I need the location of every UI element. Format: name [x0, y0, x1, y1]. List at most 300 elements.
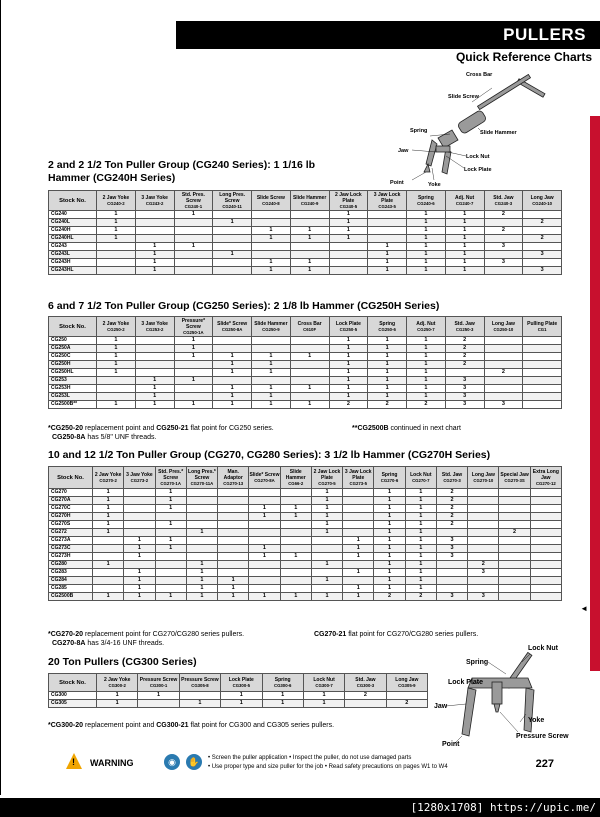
- quantity-cell: 1: [407, 377, 446, 385]
- column-header: [311, 467, 342, 489]
- quantity-cell: 1: [343, 593, 374, 601]
- footer-line-2: • Use proper type and size puller for the job • Read safety precautions on pages W1 to W4: [208, 764, 448, 770]
- quantity-cell: [530, 553, 561, 561]
- stock-number-cell: CG270S: [49, 521, 93, 529]
- column-header: [368, 191, 407, 211]
- quantity-cell: [249, 529, 280, 537]
- quantity-cell: 1: [97, 337, 136, 345]
- column-header: [290, 317, 329, 337]
- quantity-cell: 1: [374, 513, 405, 521]
- quantity-cell: [499, 593, 530, 601]
- column-header-name: 2 Jaw Yoke: [102, 194, 130, 201]
- table-row: [49, 393, 562, 401]
- column-header: [407, 191, 446, 211]
- quantity-cell: [386, 692, 427, 700]
- quantity-cell: 1: [368, 385, 407, 393]
- quantity-cell: 1: [374, 529, 405, 537]
- quantity-cell: [499, 489, 530, 497]
- quantity-cell: 1: [405, 521, 436, 529]
- quantity-cell: 1: [93, 561, 124, 569]
- column-header-name: Lock Plate: [335, 320, 361, 327]
- column-header: [445, 191, 484, 211]
- table-row: [49, 259, 562, 267]
- table-row: [49, 537, 562, 545]
- quantity-cell: [484, 361, 523, 369]
- quantity-cell: 1: [186, 585, 217, 593]
- stock-number-cell: CG272: [49, 529, 93, 537]
- quantity-cell: 1: [186, 593, 217, 601]
- quantity-cell: [484, 377, 523, 385]
- quantity-cell: [329, 251, 368, 259]
- quantity-cell: 1: [329, 227, 368, 235]
- column-header-name: Special Jaw: [500, 471, 529, 478]
- column-header-name: Pressure Screw: [139, 676, 178, 683]
- quantity-cell: 1: [155, 545, 186, 553]
- quantity-cell: 1: [135, 243, 174, 251]
- quantity-cell: [249, 497, 280, 505]
- quantity-cell: [213, 345, 252, 353]
- quantity-cell: 3: [484, 243, 523, 251]
- column-header-code: CG270-5: [318, 480, 336, 486]
- quantity-cell: [186, 505, 217, 513]
- quantity-cell: [218, 569, 249, 577]
- column-header-code: CG270-11A: [190, 480, 214, 486]
- quantity-cell: [218, 497, 249, 505]
- quantity-cell: [523, 227, 562, 235]
- table-row: [49, 219, 562, 227]
- quantity-cell: [499, 505, 530, 513]
- quantity-cell: [343, 513, 374, 521]
- table-row: [49, 227, 562, 235]
- column-header: [484, 317, 523, 337]
- quantity-cell: 1: [311, 513, 342, 521]
- quantity-cell: [523, 243, 562, 251]
- quantity-cell: 1: [407, 369, 446, 377]
- column-header: [280, 467, 311, 489]
- quantity-cell: 1: [311, 489, 342, 497]
- stock-number-cell: CG250: [49, 337, 97, 345]
- quantity-cell: [468, 553, 499, 561]
- quantity-cell: 1: [174, 377, 213, 385]
- quantity-cell: [155, 513, 186, 521]
- quantity-cell: 1: [407, 227, 446, 235]
- quantity-cell: [530, 497, 561, 505]
- quantity-cell: [252, 345, 291, 353]
- quantity-cell: 1: [213, 393, 252, 401]
- quantity-cell: 3: [468, 569, 499, 577]
- stock-number-cell: CG270C: [49, 505, 93, 513]
- stock-number-cell: CG243: [49, 243, 97, 251]
- quantity-cell: [368, 235, 407, 243]
- column-header-name: Lock Plate: [228, 676, 254, 683]
- stock-number-cell: CG240H: [49, 227, 97, 235]
- quantity-cell: [530, 569, 561, 577]
- quantity-cell: 1: [374, 585, 405, 593]
- quantity-cell: [329, 243, 368, 251]
- quantity-cell: 1: [374, 521, 405, 529]
- quantity-cell: [368, 227, 407, 235]
- quantity-cell: 1: [290, 401, 329, 409]
- column-header: [345, 674, 386, 692]
- column-header-name: Pressure Screw: [181, 676, 219, 683]
- stock-number-cell: CG250A: [49, 345, 97, 353]
- quantity-cell: 1: [445, 211, 484, 219]
- quantity-cell: [311, 569, 342, 577]
- quantity-cell: 1: [252, 369, 291, 377]
- stock-number-cell: CG240L: [49, 219, 97, 227]
- quantity-cell: [174, 251, 213, 259]
- quantity-cell: [499, 585, 530, 593]
- column-header: [97, 191, 136, 211]
- quantity-cell: 1: [329, 235, 368, 243]
- column-header-name: 3 Jaw Lock Plate: [373, 191, 401, 204]
- quantity-cell: 1: [252, 393, 291, 401]
- stock-number-cell: CG240HL: [49, 235, 97, 243]
- quantity-cell: [523, 353, 562, 361]
- quantity-cell: 1: [374, 569, 405, 577]
- quantity-cell: 1: [97, 219, 136, 227]
- quantity-cell: 1: [405, 537, 436, 545]
- column-header-name: Spring: [381, 471, 398, 478]
- quantity-cell: [218, 553, 249, 561]
- quantity-cell: 3: [445, 393, 484, 401]
- column-header-name: Long Jaw: [395, 676, 419, 683]
- quantity-cell: [290, 361, 329, 369]
- quantity-cell: [124, 561, 155, 569]
- quantity-cell: 1: [93, 497, 124, 505]
- quantity-cell: 1: [213, 385, 252, 393]
- quantity-cell: [186, 537, 217, 545]
- quantity-cell: [290, 369, 329, 377]
- column-header: [213, 191, 252, 211]
- eye-protection-icon: ◉: [164, 754, 180, 770]
- quantity-cell: 2: [436, 521, 467, 529]
- quantity-cell: 1: [343, 545, 374, 553]
- quantity-cell: [468, 513, 499, 521]
- section-title-cg240: 2 and 2 1/2 Ton Puller Group (CG240 Series): 1 1/16 lb Hammer (CG240H Series): [48, 159, 316, 184]
- quantity-cell: 1: [97, 353, 136, 361]
- quantity-cell: [436, 561, 467, 569]
- quantity-cell: [249, 569, 280, 577]
- quantity-cell: 1: [407, 353, 446, 361]
- column-header-name: 3 Jaw Lock Plate: [344, 468, 372, 481]
- note-cg270-threads: CG270-8A has 3/4-16 UNF threads.: [52, 640, 165, 647]
- quantity-cell: 2: [499, 529, 530, 537]
- quantity-cell: 1: [290, 267, 329, 275]
- quantity-cell: 1: [329, 337, 368, 345]
- quantity-cell: 1: [445, 251, 484, 259]
- quantity-cell: 1: [252, 227, 291, 235]
- quantity-cell: 1: [155, 521, 186, 529]
- quantity-cell: [213, 267, 252, 275]
- quantity-cell: [530, 545, 561, 553]
- table-row: [49, 545, 562, 553]
- quantity-cell: 1: [343, 553, 374, 561]
- quantity-cell: 1: [174, 211, 213, 219]
- quantity-cell: [155, 585, 186, 593]
- column-header: [138, 674, 179, 692]
- column-header: [135, 317, 174, 337]
- quantity-cell: 1: [174, 353, 213, 361]
- stock-number-cell: CG270A: [49, 497, 93, 505]
- quantity-cell: [213, 259, 252, 267]
- column-header-code: CG250-2: [107, 326, 125, 332]
- column-header-name: Long Jaw: [491, 320, 515, 327]
- quantity-cell: 1: [374, 561, 405, 569]
- quantity-cell: [218, 545, 249, 553]
- note-cg270-flat: CG270-21 flat point for CG270/CG280 series pullers.: [314, 631, 479, 638]
- column-header-code: CG250-7: [417, 326, 435, 332]
- column-header: [174, 317, 213, 337]
- quantity-cell: 1: [213, 369, 252, 377]
- label-pressure-screw-b: Pressure Screw: [516, 733, 569, 740]
- quantity-cell: [93, 545, 124, 553]
- quantity-cell: [155, 553, 186, 561]
- quantity-cell: 1: [405, 569, 436, 577]
- column-header: [135, 191, 174, 211]
- note-cg270-point: *CG270-20 replacement point for CG270/CG280 series pullers.: [48, 631, 245, 638]
- quantity-cell: [523, 345, 562, 353]
- quantity-cell: 3: [445, 401, 484, 409]
- quantity-cell: 1: [311, 593, 342, 601]
- stock-number-cell: CG250HL: [49, 369, 97, 377]
- column-header-name: Std. Pres. Screw: [181, 191, 205, 204]
- quantity-cell: 1: [311, 497, 342, 505]
- quantity-cell: 1: [405, 561, 436, 569]
- label-lock-nut-b: Lock Nut: [528, 645, 558, 652]
- quantity-cell: [97, 385, 136, 393]
- quantity-cell: 1: [407, 393, 446, 401]
- column-header-code: CG253-2: [145, 326, 164, 332]
- label-slide-hammer: Slide Hammer: [480, 130, 517, 136]
- quantity-cell: 1: [374, 537, 405, 545]
- column-header-code: CG300-7: [315, 682, 333, 688]
- quantity-cell: 1: [174, 243, 213, 251]
- quantity-cell: 1: [252, 401, 291, 409]
- quantity-cell: [280, 537, 311, 545]
- stock-number-cell: CG2500B**: [49, 401, 97, 409]
- quantity-cell: [213, 337, 252, 345]
- quantity-cell: [523, 337, 562, 345]
- stock-number-cell: CG253H: [49, 385, 97, 393]
- column-header: [97, 317, 136, 337]
- quantity-cell: [135, 361, 174, 369]
- quantity-cell: [290, 211, 329, 219]
- quantity-cell: 2: [445, 361, 484, 369]
- table-cg270: [48, 466, 562, 601]
- note-cg2500b: **CG2500B continued in next chart: [352, 425, 461, 432]
- quantity-cell: 1: [329, 393, 368, 401]
- table-row: [49, 361, 562, 369]
- quantity-cell: 1: [186, 577, 217, 585]
- quantity-cell: [436, 577, 467, 585]
- quantity-cell: 1: [124, 537, 155, 545]
- quantity-cell: 1: [343, 585, 374, 593]
- column-header-code: CG300-6: [273, 682, 292, 688]
- quantity-cell: 1: [374, 553, 405, 561]
- quantity-cell: [135, 211, 174, 219]
- quantity-cell: [530, 505, 561, 513]
- quantity-cell: [499, 577, 530, 585]
- quantity-cell: [290, 337, 329, 345]
- quantity-cell: 2: [386, 700, 427, 708]
- stock-number-cell: CG283: [49, 569, 93, 577]
- label-yoke-b: Yoke: [528, 717, 545, 724]
- quantity-cell: 1: [445, 219, 484, 227]
- column-header: [436, 467, 467, 489]
- column-header-stock: Stock No.: [49, 674, 97, 692]
- stock-number-cell: CG305: [49, 700, 97, 708]
- quantity-cell: 2: [407, 401, 446, 409]
- watermark-text: [1280x1708] https://upic.me/: [410, 801, 596, 814]
- column-header-code: CG240-11: [222, 203, 242, 209]
- quantity-cell: [249, 561, 280, 569]
- quantity-cell: 1: [93, 529, 124, 537]
- column-header-name: 3 Jaw Yoke: [141, 194, 168, 201]
- quantity-cell: 2: [445, 337, 484, 345]
- quantity-cell: 1: [368, 353, 407, 361]
- quantity-cell: 1: [213, 401, 252, 409]
- quantity-cell: 1: [407, 337, 446, 345]
- column-header-name: Spring: [379, 320, 396, 327]
- column-header-code: CG273-2: [130, 477, 149, 483]
- quantity-cell: 1: [124, 593, 155, 601]
- quantity-cell: [436, 529, 467, 537]
- label-spring: Spring: [410, 128, 428, 134]
- quantity-cell: 3: [445, 385, 484, 393]
- quantity-cell: [249, 577, 280, 585]
- quantity-cell: 1: [252, 353, 291, 361]
- quantity-cell: [124, 489, 155, 497]
- quantity-cell: [135, 353, 174, 361]
- quantity-cell: 1: [311, 561, 342, 569]
- column-header-code: CG243-5: [378, 203, 396, 209]
- section-title-cg250: 6 and 7 1/2 Ton Puller Group (CG250 Series): 2 1/8 lb Hammer (CG250H Series): [48, 300, 440, 312]
- column-header: [93, 467, 124, 489]
- column-header-name: Spring: [274, 676, 291, 683]
- quantity-cell: 1: [368, 377, 407, 385]
- quantity-cell: [218, 489, 249, 497]
- quantity-cell: 1: [368, 243, 407, 251]
- quantity-cell: [484, 219, 523, 227]
- quantity-cell: [290, 345, 329, 353]
- column-header: [343, 467, 374, 489]
- quantity-cell: 1: [368, 369, 407, 377]
- quantity-cell: 2: [523, 235, 562, 243]
- quantity-cell: 1: [280, 505, 311, 513]
- quantity-cell: 1: [186, 569, 217, 577]
- stock-number-cell: CG250C: [49, 353, 97, 361]
- quantity-cell: [213, 243, 252, 251]
- quantity-cell: 1: [290, 385, 329, 393]
- column-header-code: CG300-2: [108, 682, 126, 688]
- quantity-cell: [213, 235, 252, 243]
- quantity-cell: 1: [249, 545, 280, 553]
- table-row: [49, 513, 562, 521]
- column-header-code: CG240-7: [455, 200, 474, 206]
- column-header-code: CG305-9: [398, 682, 416, 688]
- left-border: [0, 0, 1, 795]
- stock-number-cell: CG270H: [49, 513, 93, 521]
- puller-illustration-bottom: [432, 640, 569, 752]
- stock-number-cell: CG273A: [49, 537, 93, 545]
- quantity-cell: [468, 537, 499, 545]
- quantity-cell: 1: [174, 337, 213, 345]
- quantity-cell: [468, 585, 499, 593]
- column-header: [468, 467, 499, 489]
- column-header-name: Slide Hammer: [285, 468, 306, 481]
- quantity-cell: 3: [484, 259, 523, 267]
- column-header-code: CG300-5: [232, 682, 251, 688]
- column-header-code: CG240-5: [339, 203, 358, 209]
- quantity-cell: [290, 393, 329, 401]
- quantity-cell: 3: [523, 251, 562, 259]
- watermark-bar: [0, 798, 600, 817]
- quantity-cell: 1: [311, 577, 342, 585]
- stock-number-cell: CG300: [49, 692, 97, 700]
- quantity-cell: 1: [97, 692, 138, 700]
- note-cg300-point: *CG300-20 replacement point and CG300-21 flat point for CG300 and CG305 series pullers.: [48, 722, 335, 729]
- column-header-name: Slide* Screw: [249, 471, 280, 478]
- quantity-cell: 1: [155, 489, 186, 497]
- quantity-cell: 1: [262, 700, 303, 708]
- quantity-cell: [252, 251, 291, 259]
- quantity-cell: 1: [97, 401, 136, 409]
- quantity-cell: [252, 243, 291, 251]
- table-row: [49, 243, 562, 251]
- table-header-row: [49, 191, 562, 211]
- quantity-cell: [135, 227, 174, 235]
- quantity-cell: 1: [407, 259, 446, 267]
- quantity-cell: [468, 505, 499, 513]
- quantity-cell: 1: [303, 692, 344, 700]
- warning-label: WARNING: [90, 758, 134, 768]
- quantity-cell: 1: [311, 529, 342, 537]
- quantity-cell: 1: [311, 505, 342, 513]
- quantity-cell: [252, 219, 291, 227]
- quantity-cell: 1: [374, 545, 405, 553]
- column-header-code: CG270-7: [412, 477, 430, 483]
- table-row: [49, 521, 562, 529]
- quantity-cell: 1: [407, 211, 446, 219]
- column-header-name: Std. Jaw: [493, 194, 514, 201]
- quantity-cell: [249, 537, 280, 545]
- quantity-cell: [343, 497, 374, 505]
- column-header-code: CG66-2: [288, 480, 304, 486]
- quantity-cell: 1: [445, 259, 484, 267]
- quantity-cell: [174, 227, 213, 235]
- quantity-cell: 2: [484, 227, 523, 235]
- quantity-cell: [290, 377, 329, 385]
- quantity-cell: 1: [155, 593, 186, 601]
- quantity-cell: 1: [179, 700, 220, 708]
- quantity-cell: 2: [468, 561, 499, 569]
- quantity-cell: 2: [329, 401, 368, 409]
- quantity-cell: 1: [368, 337, 407, 345]
- quantity-cell: 1: [218, 585, 249, 593]
- quantity-cell: [186, 545, 217, 553]
- quantity-cell: [436, 585, 467, 593]
- quantity-cell: [484, 393, 523, 401]
- column-header-name: Slide Hammer: [254, 320, 288, 327]
- quantity-cell: 1: [329, 211, 368, 219]
- quantity-cell: 1: [368, 345, 407, 353]
- quantity-cell: [290, 219, 329, 227]
- quantity-cell: 2: [436, 505, 467, 513]
- puller-illustration-top: [388, 68, 558, 192]
- quantity-cell: [311, 585, 342, 593]
- quantity-cell: [124, 513, 155, 521]
